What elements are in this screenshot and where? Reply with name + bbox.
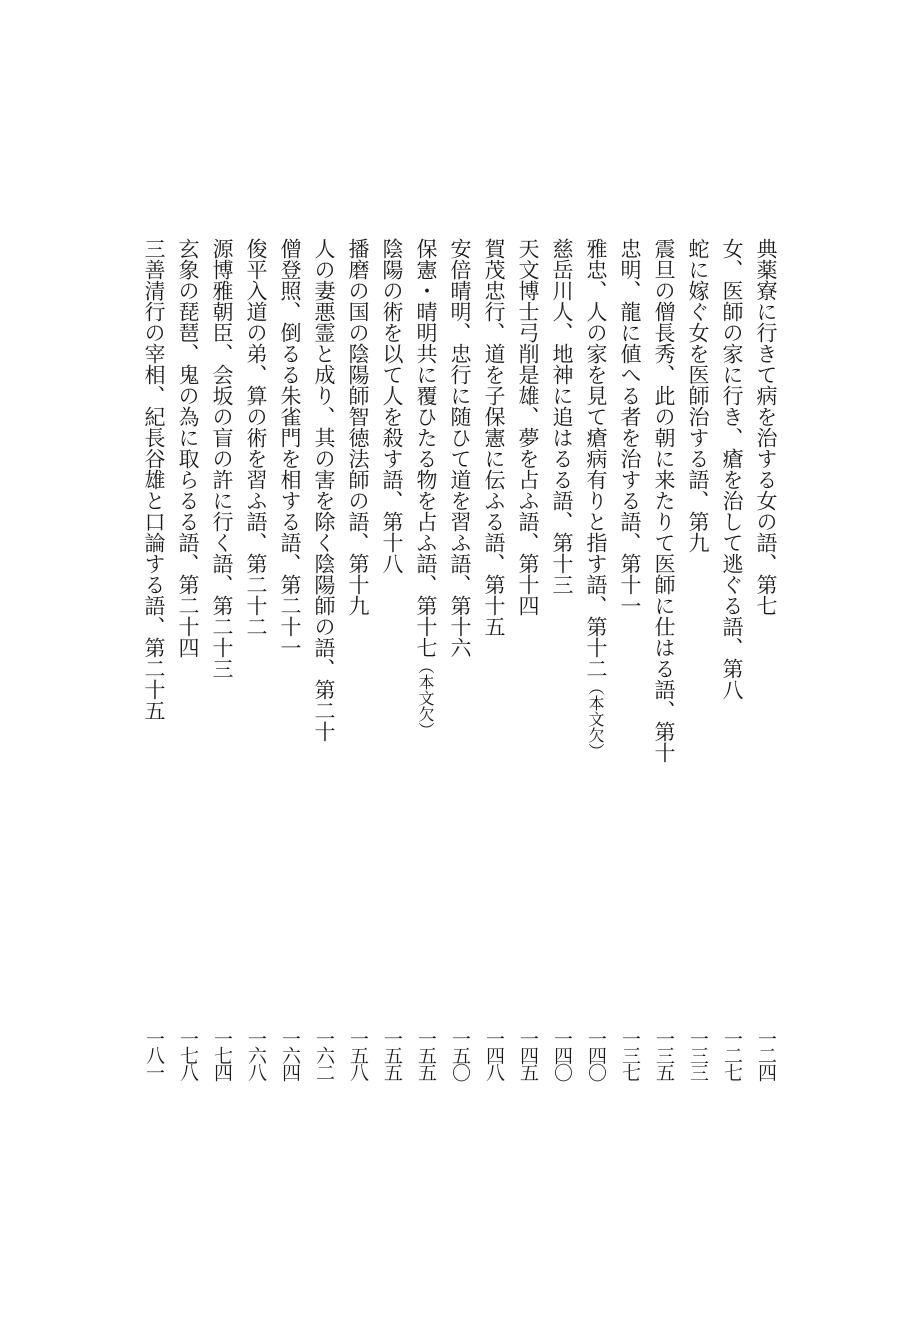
dot-leader: [751, 616, 781, 1029]
toc-entry: [173, 238, 203, 1080]
entry-page-number: 一二七: [721, 1029, 743, 1080]
toc-entry: [581, 238, 611, 1080]
toc-entry: [649, 238, 679, 1080]
toc-entry: [751, 238, 781, 1080]
entry-title: 陰陽の術を以て人を殺す語、第十八: [380, 238, 404, 574]
toc-entry: [547, 238, 577, 1080]
entry-title: 慈岳川人、地神に追はるる語、第十三: [550, 238, 574, 595]
entry-title: 典薬寮に行きて病を治する女の語、第七: [754, 238, 778, 616]
toc-entry: [445, 238, 475, 1080]
entry-title: 天文博士弓削是雄、夢を占ふ語、第十四: [516, 238, 540, 616]
dot-leader: [377, 574, 407, 1029]
toc-entry: [207, 238, 237, 1080]
dot-leader: [275, 658, 305, 1029]
toc-entry: [411, 238, 441, 1080]
toc-entry: [309, 238, 339, 1080]
dot-leader: [581, 759, 611, 1029]
dot-leader: [445, 658, 475, 1029]
entry-page-number: 一五〇: [449, 1029, 471, 1080]
entry-title: 播磨の国の陰陽師智徳法師の語、第十九: [346, 238, 370, 616]
dot-leader: [649, 763, 679, 1029]
entry-title: 俊平入道の弟、算の術を習ふ語、第二十二: [244, 238, 268, 637]
toc-entry: [683, 238, 713, 1080]
entry-page-number: 一五五: [415, 1029, 437, 1080]
dot-leader: [513, 616, 543, 1029]
toc-entry: [275, 238, 305, 1080]
toc-entry: [513, 238, 543, 1080]
entry-page-number: 一六八: [245, 1029, 267, 1080]
entry-page-number: 一四八: [483, 1029, 505, 1080]
entry-title: 源博雅朝臣、会坂の盲の許に行く語、第二十三: [210, 238, 234, 679]
entry-note: （本文欠）: [416, 658, 435, 738]
dot-leader: [683, 553, 713, 1029]
dot-leader: [717, 700, 747, 1029]
entry-note: （本文欠）: [586, 679, 605, 759]
entry-title: 賀茂忠行、道を子保憲に伝ふる語、第十五: [482, 238, 506, 637]
toc-entry: [139, 238, 169, 1080]
entry-title: 保憲・晴明共に覆ひたる物を占ふ語、第十七: [414, 238, 438, 658]
entry-page-number: 一八一: [143, 1029, 165, 1080]
entry-page-number: 一六四: [279, 1029, 301, 1080]
entry-page-number: 一三五: [653, 1029, 675, 1080]
entry-page-number: 一七八: [177, 1029, 199, 1080]
dot-leader: [411, 738, 441, 1029]
entry-title: 蛇に嫁ぐ女を医師治する語、第九: [686, 238, 710, 553]
entry-title: 忠明、龍に値へる者を治する語、第十一: [618, 238, 642, 616]
entry-page-number: 一五八: [347, 1029, 369, 1080]
dot-leader: [139, 721, 169, 1029]
toc-entry: [241, 238, 271, 1080]
dot-leader: [309, 742, 339, 1029]
dot-leader: [479, 637, 509, 1029]
entry-title: 安倍晴明、忠行に随ひて道を習ふ語、第十六: [448, 238, 472, 658]
toc-entry: [343, 238, 373, 1080]
entry-page-number: 一二四: [755, 1029, 777, 1080]
entry-page-number: 一三七: [619, 1029, 641, 1080]
entry-page-number: 一六二: [313, 1029, 335, 1080]
entry-title: 三善清行の宰相、紀長谷雄と口論する語、第二十五: [142, 238, 166, 721]
entry-title: 女、医師の家に行き、瘡を治して逃ぐる語、第八: [720, 238, 744, 700]
entry-page-number: 一四〇: [585, 1029, 607, 1080]
dot-leader: [241, 637, 271, 1029]
entry-page-number: 一五五: [381, 1029, 403, 1080]
entry-page-number: 一四五: [517, 1029, 539, 1080]
dot-leader: [615, 616, 645, 1029]
toc-entry: [615, 238, 645, 1080]
entry-page-number: 一三三: [687, 1029, 709, 1080]
entry-title: 僧登照、倒るる朱雀門を相する語、第二十一: [278, 238, 302, 658]
dot-leader: [343, 616, 373, 1029]
dot-leader: [173, 658, 203, 1029]
toc-entry: [717, 238, 747, 1080]
toc-entry: [479, 238, 509, 1080]
entry-title: 雅忠、人の家を見て瘡病有りと指す語、第十二: [584, 238, 608, 679]
entry-title: 玄象の琵琶、鬼の為に取らるる語、第二十四: [176, 238, 200, 658]
dot-leader: [207, 679, 237, 1029]
dot-leader: [547, 595, 577, 1029]
entry-title: 人の妻悪霊と成り、其の害を除く陰陽師の語、第二十: [312, 238, 336, 742]
entry-title: 震旦の僧長秀、此の朝に来たりて医師に仕はる語、第十: [652, 238, 676, 763]
entry-page-number: 一四〇: [551, 1029, 573, 1080]
toc-entry: [377, 238, 407, 1080]
entry-page-number: 一七四: [211, 1029, 233, 1080]
